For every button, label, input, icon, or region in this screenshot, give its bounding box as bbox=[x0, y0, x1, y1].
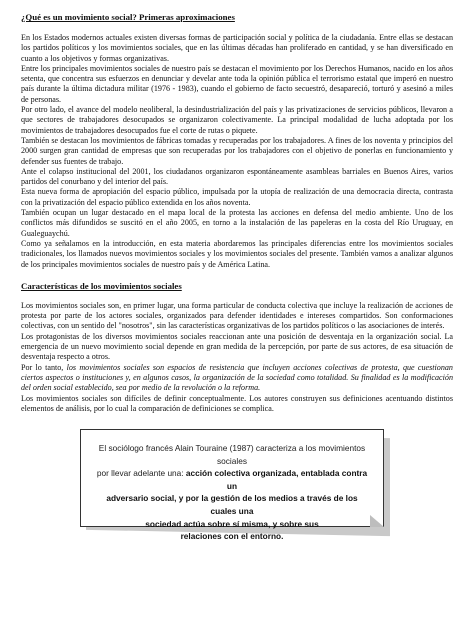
paragraph: Por otro lado, el avance del modelo neoliberal, la desindustrialización del país y las privatizaciones de servicios públicos, llevaron a que sectores de trabajadores desocupados se organizaron colectivamente. La principal modalidad de lucha adoptada por los movimientos de trabajadores desocupados fue el corte de rutas o piquete. bbox=[21, 105, 453, 135]
section-body-characteristics bbox=[21, 301, 453, 414]
quote-line bbox=[93, 518, 371, 531]
quote-line bbox=[93, 492, 371, 517]
paragraph-lead: Por lo tanto, bbox=[21, 362, 67, 372]
quote-box bbox=[80, 429, 384, 542]
quote-text: por llevar adelante una: bbox=[96, 468, 186, 479]
quote-text-bold: sociedad actúa sobre sí misma, y sobre sus bbox=[145, 518, 319, 529]
paragraph: También ocupan un lugar destacado en el mapa local de la protesta las acciones en defensa del medio ambiente. Uno de los conflictos más difundidos se suscitó en el año 2005, en torno a la instalación de las papeleras en la costa del Río Uruguay, en Gualeguaychú. bbox=[21, 208, 453, 238]
paragraph: Ante el colapso institucional del 2001, los ciudadanos organizaron espontáneamente asambleas barriales en Buenos Aires, varios partidos del conurbano y del interior del país. bbox=[21, 166, 453, 187]
paragraph: Esta nueva forma de apropiación del espacio público, impulsada por la utopía de realización de una democracia directa, contrasta con la privatización del espacio público extendida en los años noventa. bbox=[21, 187, 453, 207]
paragraph: Los protagonistas de los diversos movimientos sociales reaccionan ante una posición de desventaja en la organización social. La emergencia de un nuevo movimiento social depende en gran medida de la percepción, por parte de sus actores, de esa situación de desventaja respecto a otros. bbox=[21, 331, 453, 362]
quote-line: El sociólogo francés Alain Touraine (1987) caracteriza a los movimientos sociales bbox=[98, 443, 366, 466]
quote-line bbox=[93, 530, 371, 543]
paragraph-por-lo-tanto bbox=[21, 363, 453, 394]
paragraph: Los movimientos sociales son, en primer lugar, una forma particular de conducta colectiva que incluye la realización de acciones de protesta por parte de los actores sociales, organizados para defender identidades e intereses compartidos. Son conformaciones colectivas, con un sentido del "nosotros", sin las características organizativas de los partidos políticos o las asociaciones de interés. bbox=[21, 300, 453, 331]
page-curl-corner bbox=[370, 515, 384, 527]
quote-callout bbox=[80, 429, 394, 542]
quote-text-bold: adversario social, y por la gestión de los medios a través de los cuales una bbox=[106, 493, 358, 517]
section-heading-characteristics: Características de los movimientos sociales bbox=[21, 280, 182, 291]
quote-text-bold: relaciones con el entorno. bbox=[180, 531, 284, 542]
paragraph: También se destacan los movimientos de fábricas tomadas y recuperadas por los trabajadores. A fines de los noventa y principios del 2000 surgen gran cantidad de empresas que son recuperadas por los trabajadores con el objetivo de ponerlas en funcionamiento y defender sus fuentes de trabajo. bbox=[21, 135, 453, 166]
paragraph-italic: los movimientos sociales son espacios de resistencia que incluyen acciones colectivas de protesta, que cuestionan ciertos aspectos o instituciones y, en algunos casos, la organización de la sociedad como totalidad. Su finalidad es la modificación del orden social establecido, sea por medio de la revolución o la reforma. bbox=[21, 362, 453, 393]
section-heading-what-is: ¿Qué es un movimiento social? Primeras aproximaciones bbox=[21, 12, 235, 22]
quote-line bbox=[93, 467, 371, 492]
paragraph: Como ya señalamos en la introducción, en esta materia abordaremos las principales diferencias entre los movimientos sociales tradicionales, los llamados nuevos movimientos sociales y los movimientos sociales del presente. También vamos a analizar algunos de los principales movimientos sociales de nuestro país y de América Latina. bbox=[21, 238, 453, 269]
section-body-intro bbox=[21, 33, 453, 270]
paragraph: Entre los principales movimientos sociales de nuestro país se destacan el movimiento por los Derechos Humanos, nacido en los años setenta, que concentra sus esfuerzos en denunciar y develar ante toda la opinión pública el terrorismo estatal que imperó en nuestro país durante la última dictadura militar (1976 - 1983), cuando el gobierno de facto secuestró, desapareció, torturó y asesinó a miles de personas. bbox=[21, 63, 453, 104]
quote-text-bold: acción colectiva organizada, entablada contra un bbox=[185, 468, 368, 491]
paragraph: Los movimientos sociales son difíciles de definir conceptualmente. Los autores construyen sus definiciones acentuando distintos elementos de análisis, por lo cual la comparación de definiciones se complica. bbox=[21, 393, 453, 413]
paragraph: En los Estados modernos actuales existen diversas formas de participación social y política de la ciudadanía. Entre ellas se destacan los partidos políticos y los movimientos sociales, que en las últimas décadas han proliferado en cantidad, y se han diversificado en cuanto a los objetivos y formas organizativas. bbox=[21, 33, 453, 63]
